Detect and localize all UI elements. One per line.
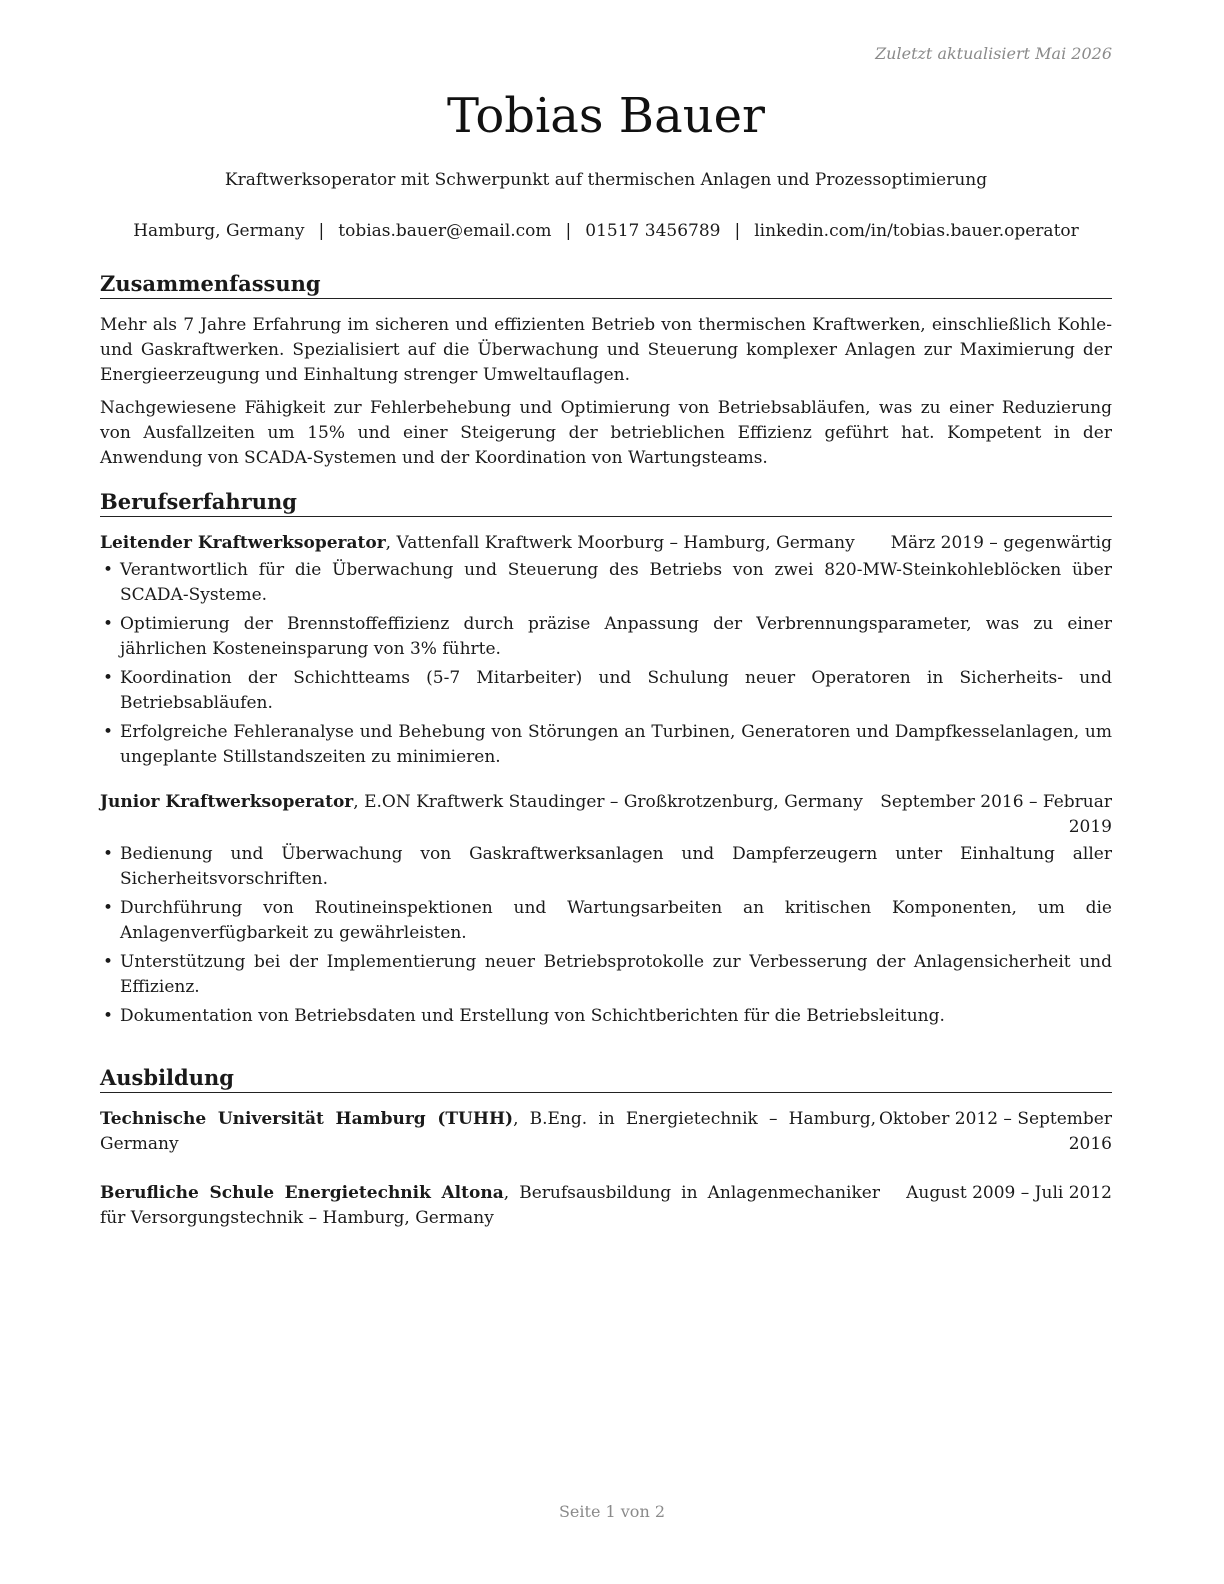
list-item (100, 896, 1112, 946)
contact-location: Hamburg, Germany (133, 221, 305, 241)
education-dates: August 2009 – Juli 2012 (906, 1183, 1112, 1203)
education-entry (100, 1181, 1112, 1231)
last-updated-note: Zuletzt aktualisiert Mai 2026 (875, 44, 1112, 63)
job-role: Junior Kraftwerksoperator (100, 792, 354, 812)
bullet-text: Verantwortlich für die Überwachung und Steuerung des Betriebs von zwei 820-MW-Steinkohleblöcken über SCADA-Systeme. (120, 560, 1112, 605)
job-dates: März 2019 – gegenwärtig (890, 533, 1112, 553)
list-item (100, 842, 1112, 892)
job-title-line (100, 790, 876, 815)
job-organization: , Vattenfall Kraftwerk Moorburg – Hamburg, Germany (385, 533, 855, 553)
education-detail: , Berufsausbildung in Anlagenmechaniker für Versorgungstechnik – Hamburg, Germany (100, 1183, 880, 1228)
job-entry (100, 531, 1112, 770)
contact-line (90, 219, 1122, 243)
bullet-icon: • (103, 844, 114, 864)
education-title-line (100, 1107, 876, 1157)
list-item (100, 1004, 1112, 1029)
contact-linkedin-link[interactable]: linkedin.com/in/tobias.bauer.operator (754, 221, 1079, 241)
education-detail: , B.Eng. in Energietechnik – Hamburg, Germany (100, 1109, 876, 1154)
education-section (100, 1065, 1112, 1231)
contact-separator: | (318, 221, 325, 241)
list-item (100, 558, 1112, 608)
section-title-education: Ausbildung (100, 1065, 1112, 1093)
contact-phone: 01517 3456789 (585, 221, 721, 241)
job-bullet-list (100, 842, 1112, 1029)
bullet-text: Erfolgreiche Fehleranalyse und Behebung von Störungen an Turbinen, Generatoren und Dampfkesselanlagen, um ungeplante Stillstandszeiten zu minimieren. (120, 722, 1112, 767)
list-item (100, 666, 1112, 716)
job-dates: September 2016 – Februar 2019 (880, 792, 1112, 837)
bullet-icon: • (103, 614, 114, 634)
list-item (100, 720, 1112, 770)
job-title-line (100, 531, 871, 556)
section-title-summary: Zusammenfassung (100, 271, 1112, 299)
experience-section (100, 489, 1112, 1033)
candidate-tagline: Kraftwerksoperator mit Schwerpunkt auf thermischen Anlagen und Prozessoptimierung (224, 170, 988, 190)
contact-separator: | (565, 221, 572, 241)
bullet-text: Bedienung und Überwachung von Gaskraftwerksanlagen und Dampferzeugern unter Einhaltung aller Sicherheitsvorschriften. (120, 844, 1112, 889)
summary-paragraph: Mehr als 7 Jahre Erfahrung im sicheren und effizienten Betrieb von thermischen Kraftwerken, einschließlich Kohle- und Gaskraftwerken. Spezialisiert auf die Überwachung und Steuerung komplexer Anlagen zur Maximierung der Energieerzeugung und Einhaltung strenger Umweltauflagen. (100, 315, 1112, 385)
contact-email-link[interactable]: tobias.bauer@email.com (338, 221, 552, 241)
contact-separator: | (734, 221, 741, 241)
bullet-icon: • (103, 898, 114, 918)
resume-page (100, 0, 1112, 1584)
summary-section (100, 271, 1112, 479)
job-entry (100, 790, 1112, 1029)
bullet-icon: • (103, 952, 114, 972)
list-item (100, 612, 1112, 662)
education-entry (100, 1107, 1112, 1157)
bullet-text: Durchführung von Routineinspektionen und Wartungsarbeiten an kritischen Komponenten, um die Anlagenverfügbarkeit zu gewährleisten. (120, 898, 1112, 943)
job-organization: , E.ON Kraftwerk Staudinger – Großkrotzenburg, Germany (353, 792, 863, 812)
list-item (100, 950, 1112, 1000)
bullet-icon: • (103, 560, 114, 580)
bullet-icon: • (103, 668, 114, 688)
education-school: Technische Universität Hamburg (TUHH) (100, 1109, 514, 1129)
bullet-text: Dokumentation von Betriebsdaten und Erstellung von Schichtberichten für die Betriebsleitung. (120, 1006, 945, 1026)
job-header (100, 790, 1112, 840)
section-title-experience: Berufserfahrung (100, 489, 1112, 517)
bullet-text: Optimierung der Brennstoffeffizienz durch präzise Anpassung der Verbrennungsparameter, was zu einer jährlichen Kosteneinsparung von 3% führte. (120, 614, 1112, 659)
summary-paragraph: Nachgewiesene Fähigkeit zur Fehlerbehebung und Optimierung von Betriebsabläufen, was zu einer Reduzierung von Ausfallzeiten um 15% und einer Steigerung der betrieblichen Effizienz geführt hat. Kompetent in der Anwendung von SCADA-Systemen und der Koordination von Wartungsteams. (100, 398, 1112, 468)
education-title-line (100, 1181, 880, 1231)
education-school: Berufliche Schule Energietechnik Altona (100, 1183, 504, 1203)
candidate-name: Tobias Bauer (447, 88, 765, 144)
page-number: Seite 1 von 2 (558, 1502, 666, 1521)
bullet-text: Koordination der Schichtteams (5-7 Mitarbeiter) und Schulung neuer Operatoren in Sicherheits- und Betriebsabläufen. (120, 668, 1112, 713)
bullet-text: Unterstützung bei der Implementierung neuer Betriebsprotokolle zur Verbesserung der Anlagensicherheit und Effizienz. (120, 952, 1112, 997)
education-dates: Oktober 2012 – September 2016 (878, 1109, 1112, 1154)
job-role: Leitender Kraftwerksoperator (100, 533, 386, 553)
bullet-icon: • (103, 722, 114, 742)
job-bullet-list (100, 558, 1112, 770)
bullet-icon: • (103, 1006, 114, 1026)
job-header (100, 531, 1112, 556)
